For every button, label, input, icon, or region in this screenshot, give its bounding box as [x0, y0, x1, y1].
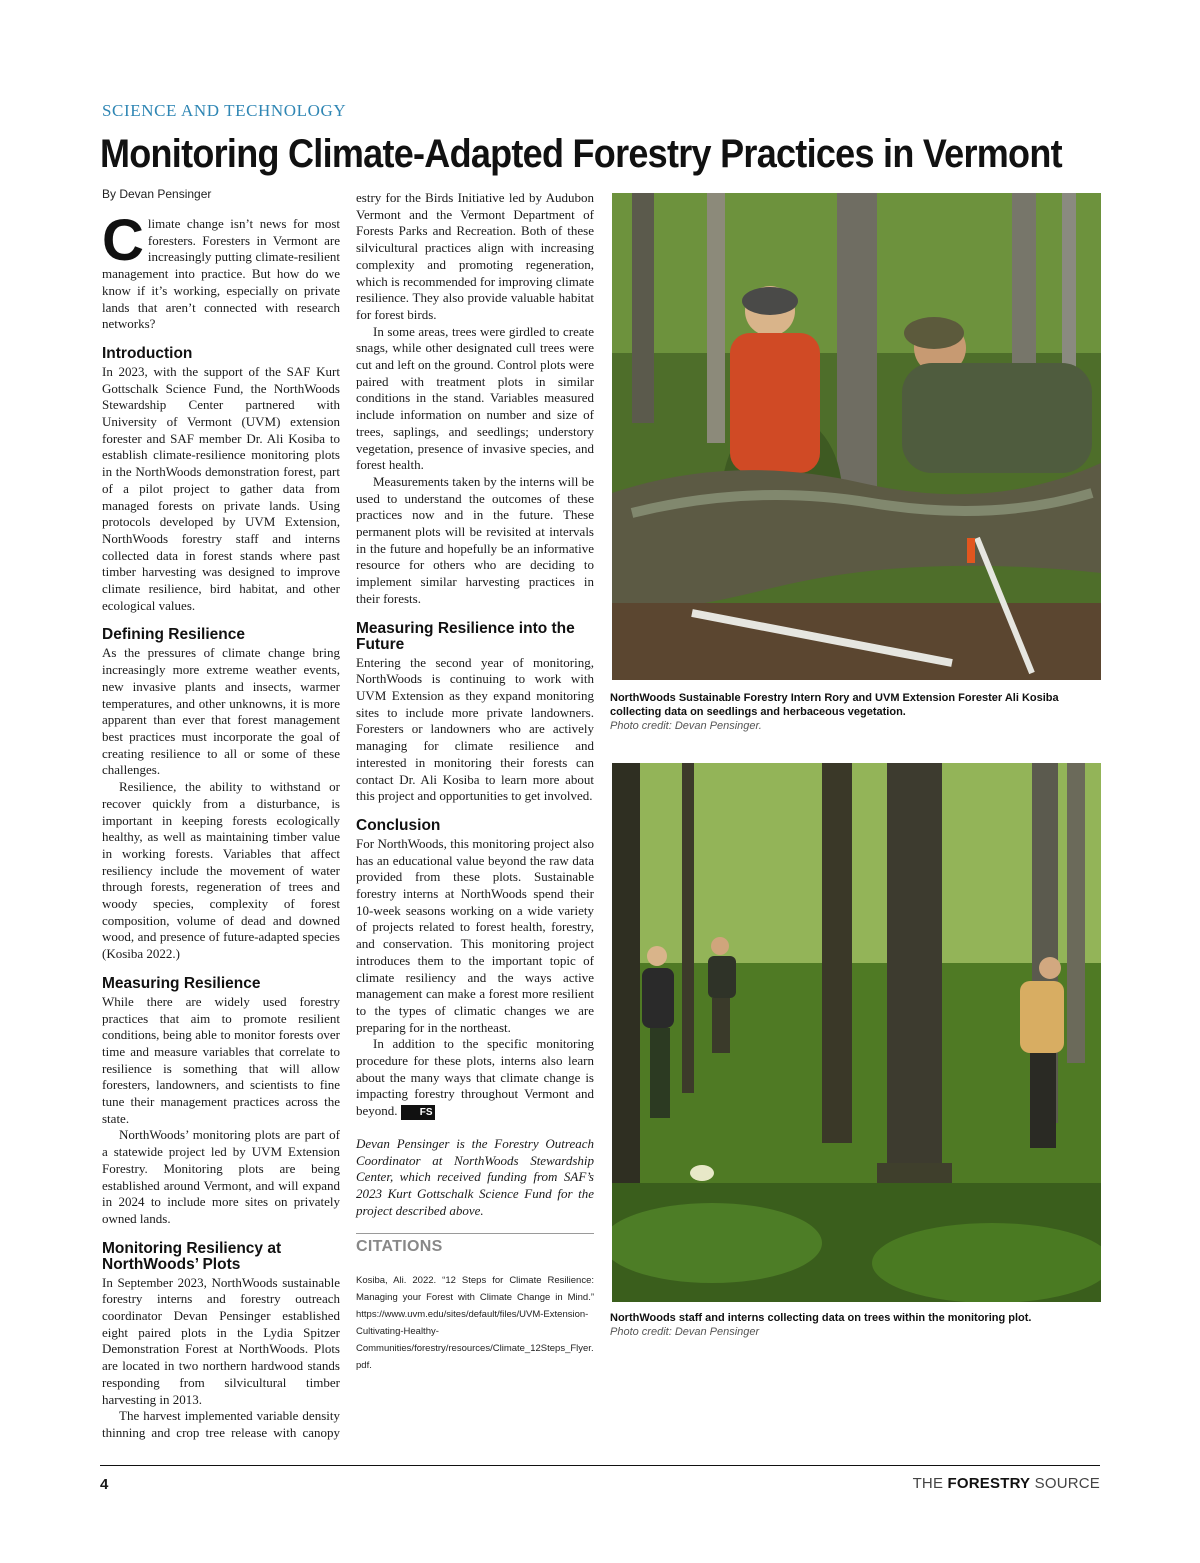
- paragraph: Resilience, the ability to withstand or recover quickly from a disturbance, is important in keeping forests ecologically healthy, as well as maintaining timber value in working forests. Variables that affect resiliency include the movement of water through forests, regeneration of trees and woody species, complexity of forest composition, volume of dead and downed wood, and presence of future-adapted species (Kosiba 2022.): [102, 779, 340, 962]
- caption-text: NorthWoods staff and interns collecting data on trees within the monitoring plot.: [610, 1312, 1032, 1324]
- footer-divider: [100, 1465, 1100, 1466]
- author-bio: Devan Pensinger is the Forestry Outreach Coordinator at NorthWoods Stewardship Center, which received funding from SAF’s 2023 Kurt Gottschalk Science Fund for the project described above.: [356, 1135, 594, 1218]
- citations-heading: CITATIONS: [356, 1238, 443, 1256]
- article-headline: Monitoring Climate-Adapted Forestry Practices in Vermont: [100, 132, 1062, 176]
- photo-tree-survey: [612, 763, 1101, 1302]
- heading-monitoring-resiliency: Monitoring Resiliency at NorthWoods’ Plots: [102, 1239, 282, 1273]
- paragraph-continuation: estry for the Birds Initiative led by Audubon Vermont and the Vermont Department of Forests Parks and Recreation. Both of these silvicultural practices align with increasing complexity and promoting regeneration, which is recommended for improving climate resilience. They also provide valuable habitat for forest birds.: [356, 190, 594, 322]
- intro-paragraph: Climate change isn’t news for most foresters. Foresters in Vermont are increasingly putting climate-resilient management into practice. But how do we know if it’s working, especially on private lands that aren’t connected with research networks?: [102, 208, 340, 332]
- paragraph-continued: The harvest implemented variable density thinning and crop tree release with canopy: [102, 1408, 340, 1440]
- publication-masthead: THE FORESTRY SOURCE: [912, 1475, 1100, 1492]
- drop-cap: C: [102, 208, 144, 273]
- heading-future: Measuring Resilience into the Future: [356, 619, 575, 653]
- paragraph: In September 2023, NorthWoods sustainable forestry interns and forestry outreach coordinator Devan Pensinger established eight paired plots in the Lydia Spitzer Demonstration Forest at NorthWoods. Plots are located in two northern hardwood stands responding from silvicultural timber harvesting in 2013.: [102, 1274, 340, 1407]
- byline: By Devan Pensinger: [102, 187, 212, 201]
- paragraph: As the pressures of climate change bring increasingly more extreme weather events, new invasive plants and insects, warmer temperatures, and other unknowns, it is more apparent than ever that forest management best practices must incorporate the goal of creating resilience to all or some of these challenges.: [102, 645, 340, 778]
- citations-divider: [356, 1233, 594, 1234]
- heading-conclusion: Conclusion: [356, 816, 441, 834]
- caption-text: NorthWoods Sustainable Forestry Intern Rory and UVM Extension Forester Ali Kosiba collecting data on seedlings and herbaceous vegetation.: [610, 692, 1059, 718]
- section-kicker: SCIENCE AND TECHNOLOGY: [102, 101, 347, 120]
- text-column-2: [356, 190, 594, 1374]
- paragraph: In some areas, trees were girdled to create snags, while other designated cull trees were cut and left on the ground. Control plots were paired with treatment plots in similar conditions in the stand. Variables measured include information on number and size of trees, saplings, and seedlings; understory vegetation, presence of invasive species, and forest health.: [356, 323, 594, 473]
- paragraph: In 2023, with the support of the SAF Kurt Gottschalk Science Fund, the NorthWoods Stewardship Center partnered with University of Vermont (UVM) extension forester and SAF member Dr. Ali Kosiba to establish climate-resilience monitoring plots in the NorthWoods demonstration forest, part of a pilot project to gather data from managed forests on private lands. Using protocols developed by UVM Extension, NorthWoods forestry staff and interns collected data in forest stands where past timber harvesting was designed to improve climate resilience, bird habitat, and other ecological values.: [102, 363, 340, 613]
- photo-caption-1: [610, 691, 1100, 733]
- paragraph: NorthWoods’ monitoring plots are part of a statewide project led by UVM Extension Forestry. Monitoring plots are being established around Vermont, and will expand in 2024 to include more sites on privately owned lands.: [102, 1127, 340, 1226]
- photo-credit: Photo credit: Devan Pensinger.: [610, 720, 762, 732]
- page-number: 4: [100, 1476, 109, 1493]
- photo-seedling-survey: [612, 193, 1101, 680]
- paragraph: For NorthWoods, this monitoring project also has an educational value beyond the raw data provided from these plots. Sustainable forestry interns at NorthWoods spend their 10-week seasons working on a wide variety of projects related to forest health, forestry, and conservation. This monitoring project introduces them to the important topic of climate resiliency and the ways active management can make a forest more resilient to the types of climatic changes we are preparing for in the northeast.: [356, 835, 594, 1035]
- paragraph: In addition to the specific monitoring procedure for these plots, interns also learn about the many ways that climate change is impacting forestry throughout Vermont and beyond. FS: [356, 1036, 594, 1119]
- photo-illustration-2: [612, 763, 1101, 1302]
- heading-measuring-resilience: Measuring Resilience: [102, 974, 261, 992]
- end-mark-icon: FS: [401, 1105, 435, 1120]
- heading-defining-resilience: Defining Resilience: [102, 626, 245, 644]
- paragraph: While there are widely used forestry practices that aim to promote resilient conditions, being able to monitor forests over time and measure variables that correlate to resilience is something that will allow foresters, landowners, and scientists to fine tune their management practices across the state.: [102, 993, 340, 1126]
- photo-caption-2: [610, 1311, 1100, 1339]
- heading-introduction: Introduction: [102, 344, 193, 362]
- text-column-1: [102, 208, 340, 1441]
- citation-entry: Kosiba, Ali. 2022. “12 Steps for Climate Resilience: Managing your Forest with Climate Change in Mind.” https://www.uvm.edu/sites/default/files/UVM-Extension-Cultivating-Healthy-Communities/forestry/resources/Climate_12Steps_Flyer.pdf.: [356, 1275, 594, 1372]
- paragraph: Measurements taken by the interns will be used to understand the outcomes of these practices now and in the future. These permanent plots will be revisited at intervals in the future and hopefully be an informative resource for others who are deciding to implement similar harvesting practices in their forests.: [356, 473, 594, 606]
- photo-illustration-1: [612, 193, 1101, 680]
- photo-credit: Photo credit: Devan Pensinger: [610, 1326, 760, 1338]
- paragraph: Entering the second year of monitoring, NorthWoods is continuing to work with UVM Extension as they expand monitoring sites to include more private landowners. Foresters or landowners who are actively managing for climate resilience and interested in monitoring their forests can contact Dr. Ali Kosiba to learn more about this project and opportunities to get involved.: [356, 654, 594, 804]
